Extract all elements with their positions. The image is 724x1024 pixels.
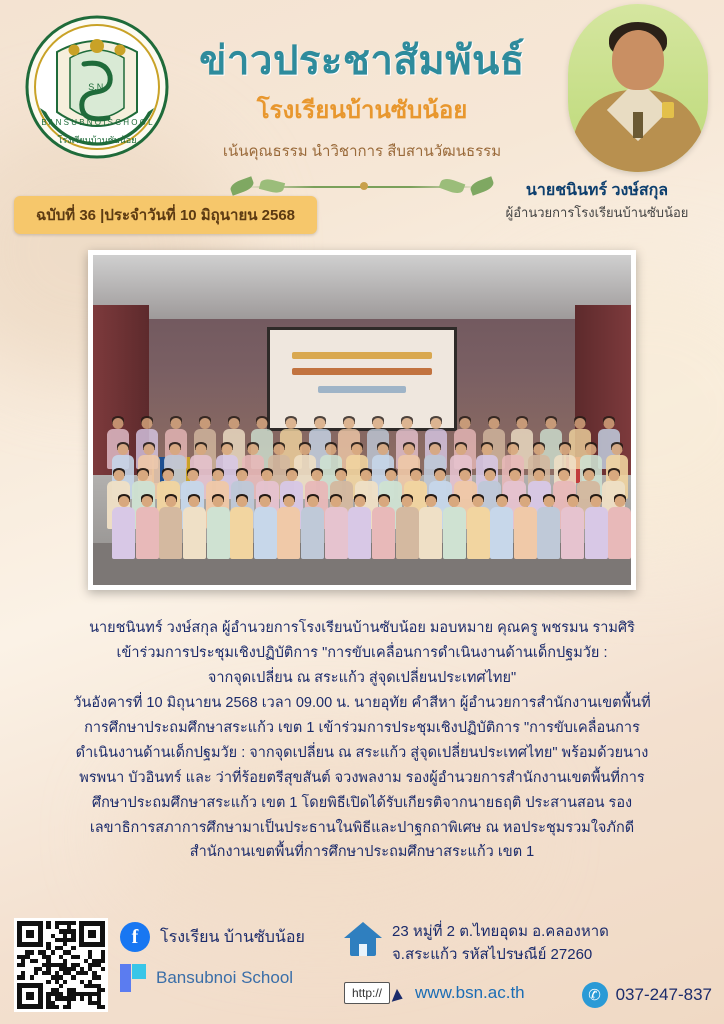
address-block (392, 920, 712, 967)
attendee (136, 507, 159, 559)
website-label: www.bsn.ac.th (415, 983, 525, 1002)
body-line: การศึกษาประถมศึกษาสระแก้ว เขต 1 เข้าร่วมการประชุมเชิงปฏิบัติการ "การขับเคลื่อนการ (84, 719, 640, 736)
url-box: http:// (344, 982, 390, 1004)
home-icon (344, 922, 382, 956)
news-body (28, 616, 696, 865)
attendee (207, 507, 230, 559)
news-photo (88, 250, 636, 590)
website-link[interactable] (344, 982, 525, 1004)
school-name: โรงเรียนบ้านซับน้อย (256, 97, 468, 124)
school-motto: เน้นคุณธรรม นำวิชาการ สืบสานวัฒนธรรม (222, 143, 502, 160)
flag-app-icon (120, 964, 146, 992)
attendee (254, 507, 277, 559)
attendee (325, 507, 348, 559)
attendee (396, 507, 419, 559)
attendee (537, 507, 560, 559)
attendee (585, 507, 608, 559)
attendee (348, 507, 371, 559)
body-line: สำนักงานเขตพื้นที่การศึกษาประถมศึกษาสระแก้ว เขต 1 (189, 844, 535, 861)
school-logo (22, 12, 172, 162)
attendee (561, 507, 584, 559)
body-line: นายชนินทร์ วงษ์สกุล ผู้อำนวยการโรงเรียนบ้านซับน้อย มอบหมาย คุณครู พชรมน รามศิริ (89, 620, 635, 636)
attendee (467, 507, 490, 559)
facebook-link[interactable] (120, 922, 305, 952)
attendee (277, 507, 300, 559)
qr-code[interactable] (14, 918, 108, 1012)
attendee (301, 507, 324, 559)
attendee (514, 507, 537, 559)
phone-icon: ✆ (582, 982, 608, 1008)
director-name: นายชนินทร์ วงษ์สกุล (525, 182, 669, 199)
facebook-icon: f (120, 922, 150, 952)
attendee (372, 507, 395, 559)
bansubnoi-label: Bansubnoi School (156, 968, 294, 987)
header (0, 0, 724, 232)
phone-block[interactable] (582, 982, 712, 1008)
director-role: ผู้อำนวยการโรงเรียนบ้านซับน้อย (505, 205, 689, 220)
logo-arc-text: B A N S U B N O I S C H O O L (41, 118, 153, 127)
attendee (112, 507, 135, 559)
body-line: จากจุดเปลี่ยน ณ สระแก้ว สู่จุดเปลี่ยนประเทศไทย" (207, 669, 517, 686)
body-line: พรพนา บัวอินทร์ และ ว่าที่ร้อยตรีสุขสันต์ จวงพลงาม รองผู้อำนวยการสำนักงานเขตพื้นที่การ (79, 769, 645, 786)
attendee (443, 507, 466, 559)
cursor-icon (392, 989, 406, 1005)
page-title: ข่าวประชาสัมพันธ์ (199, 39, 525, 83)
attendee (490, 507, 513, 559)
footer (0, 908, 724, 1024)
logo-initials: S.N. (88, 82, 106, 92)
director-portrait (568, 4, 708, 172)
attendee (230, 507, 253, 559)
bansubnoi-link[interactable] (120, 964, 293, 992)
body-line: ศึกษาประถมศึกษาสระแก้ว เขต 1 โดยพิธีเปิดได้รับเกียรติจากนายธฤติ ประสานสอน รอง (91, 794, 633, 811)
attendee (608, 507, 631, 559)
body-line: เลขาธิการสภาการศึกษามาเป็นประธานในพิธีและปาฐกถาพิเศษ ณ หอประชุมรวมใจภักดี (89, 819, 635, 836)
facebook-label: โรงเรียน บ้านซับน้อย (160, 928, 305, 946)
logo-bottom-text: โรงเรียนบ้านซับน้อย (57, 135, 137, 145)
attendee (183, 507, 206, 559)
attendee (159, 507, 182, 559)
issue-badge (14, 196, 317, 234)
issue-label: ฉบับที่ 36 |ประจำวันที่ 10 มิถุนายน 2568 (36, 207, 296, 224)
body-line: เข้าร่วมการประชุมเชิงปฏิบัติการ "การขับเคลื่อนการดำเนินงานด้านเด็กปฐมวัย : (116, 644, 608, 661)
attendees-group (101, 411, 623, 561)
title-block (172, 38, 552, 199)
body-line: วันอังคารที่ 10 มิถุนายน 2568 เวลา 09.00 น. นายอุทัย คำสีหา ผู้อำนวยการสำนักงานเขตพื้นที่ (73, 694, 651, 711)
address-line-2: จ.สระแก้ว รหัสไปรษณีย์ 27260 (392, 946, 593, 964)
address-line-1: 23 หมู่ที่ 2 ต.ไทยอุดม อ.คลองหาด (392, 923, 609, 940)
phone-number: 037-247-837 (615, 985, 712, 1004)
attendee (419, 507, 442, 559)
body-line: ดำเนินงานด้านเด็กปฐมวัย : จากจุดเปลี่ยน ณ สระแก้ว สู่จุดเปลี่ยนประเทศไทย" พร้อมด้วยนาง (75, 744, 649, 761)
